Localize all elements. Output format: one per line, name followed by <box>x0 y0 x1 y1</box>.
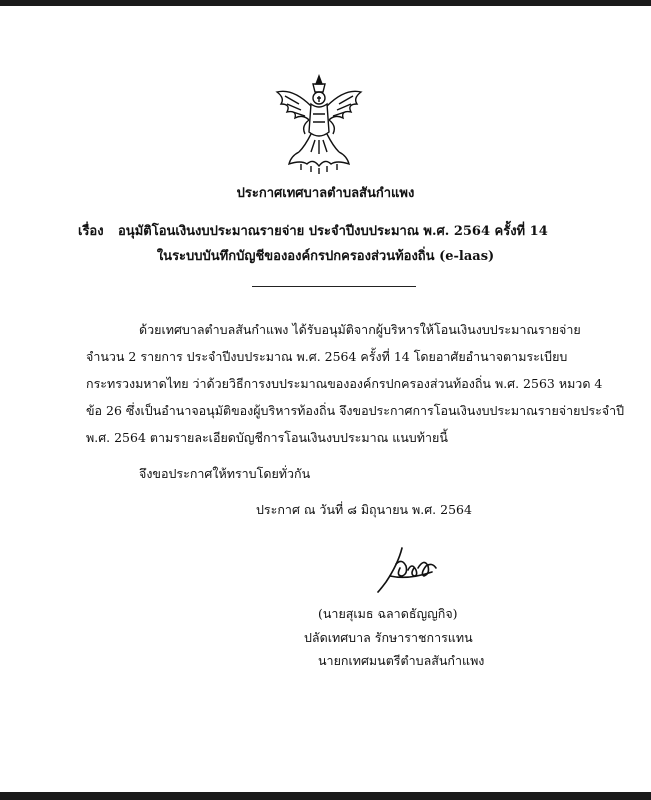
signatory-position-2: นายกเทศมนตรีตำบลสันกำแพง <box>318 653 485 668</box>
body-line-5: พ.ศ. 2564 ตามรายละเอียดบัญชีการโอนเงินงบประมาณ แนบท้ายนี้ <box>86 430 448 445</box>
announcement-title: ประกาศเทศบาลตำบลสันกำแพง <box>236 186 415 201</box>
subject-line-2: ในระบบบันทึกบัญชีขององค์กรปกครองส่วนท้องถิ่น (e-laas) <box>156 249 495 264</box>
signatory-name: (นายสุเมธ ฉลาดธัญญกิจ) <box>318 606 458 621</box>
body-line-4: ข้อ 26 ซึ่งเป็นอำนาจอนุมัติของผู้บริหารท้องถิ่น จึงขอประกาศการโอนเงินงบประมาณรายจ่ายประจำปี <box>86 403 625 418</box>
garuda-emblem-icon <box>271 74 367 174</box>
scan-border-bottom <box>0 792 651 800</box>
subject-line-1: อนุมัติโอนเงินงบประมาณรายจ่าย ประจำปีงบประมาณ พ.ศ. 2564 ครั้งที่ 14 <box>118 224 548 239</box>
body-line-3: กระทรวงมหาดไทย ว่าด้วยวิธีการงบประมาณขององค์กรปกครองส่วนท้องถิ่น พ.ศ. 2563 หมวด 4 <box>86 376 603 391</box>
scan-border-top <box>0 0 651 6</box>
body-line-2: จำนวน 2 รายการ ประจำปีงบประมาณ พ.ศ. 2564 ครั้งที่ 14 โดยอาศัยอำนาจตามระเบียบ <box>86 349 568 364</box>
announce-date: ประกาศ ณ วันที่ ๘ มิถุนายน พ.ศ. 2564 <box>256 502 472 517</box>
handwritten-signature-icon <box>372 546 442 594</box>
subject-label: เรื่อง <box>78 224 104 239</box>
divider-rule <box>252 286 416 287</box>
closing-line: จึงขอประกาศให้ทราบโดยทั่วกัน <box>139 466 311 481</box>
body-line-1: ด้วยเทศบาลตำบลสันกำแพง ได้รับอนุมัติจากผู้บริหารให้โอนเงินงบประมาณรายจ่าย <box>139 322 581 337</box>
signatory-position-1: ปลัดเทศบาล รักษาราชการแทน <box>304 630 473 645</box>
